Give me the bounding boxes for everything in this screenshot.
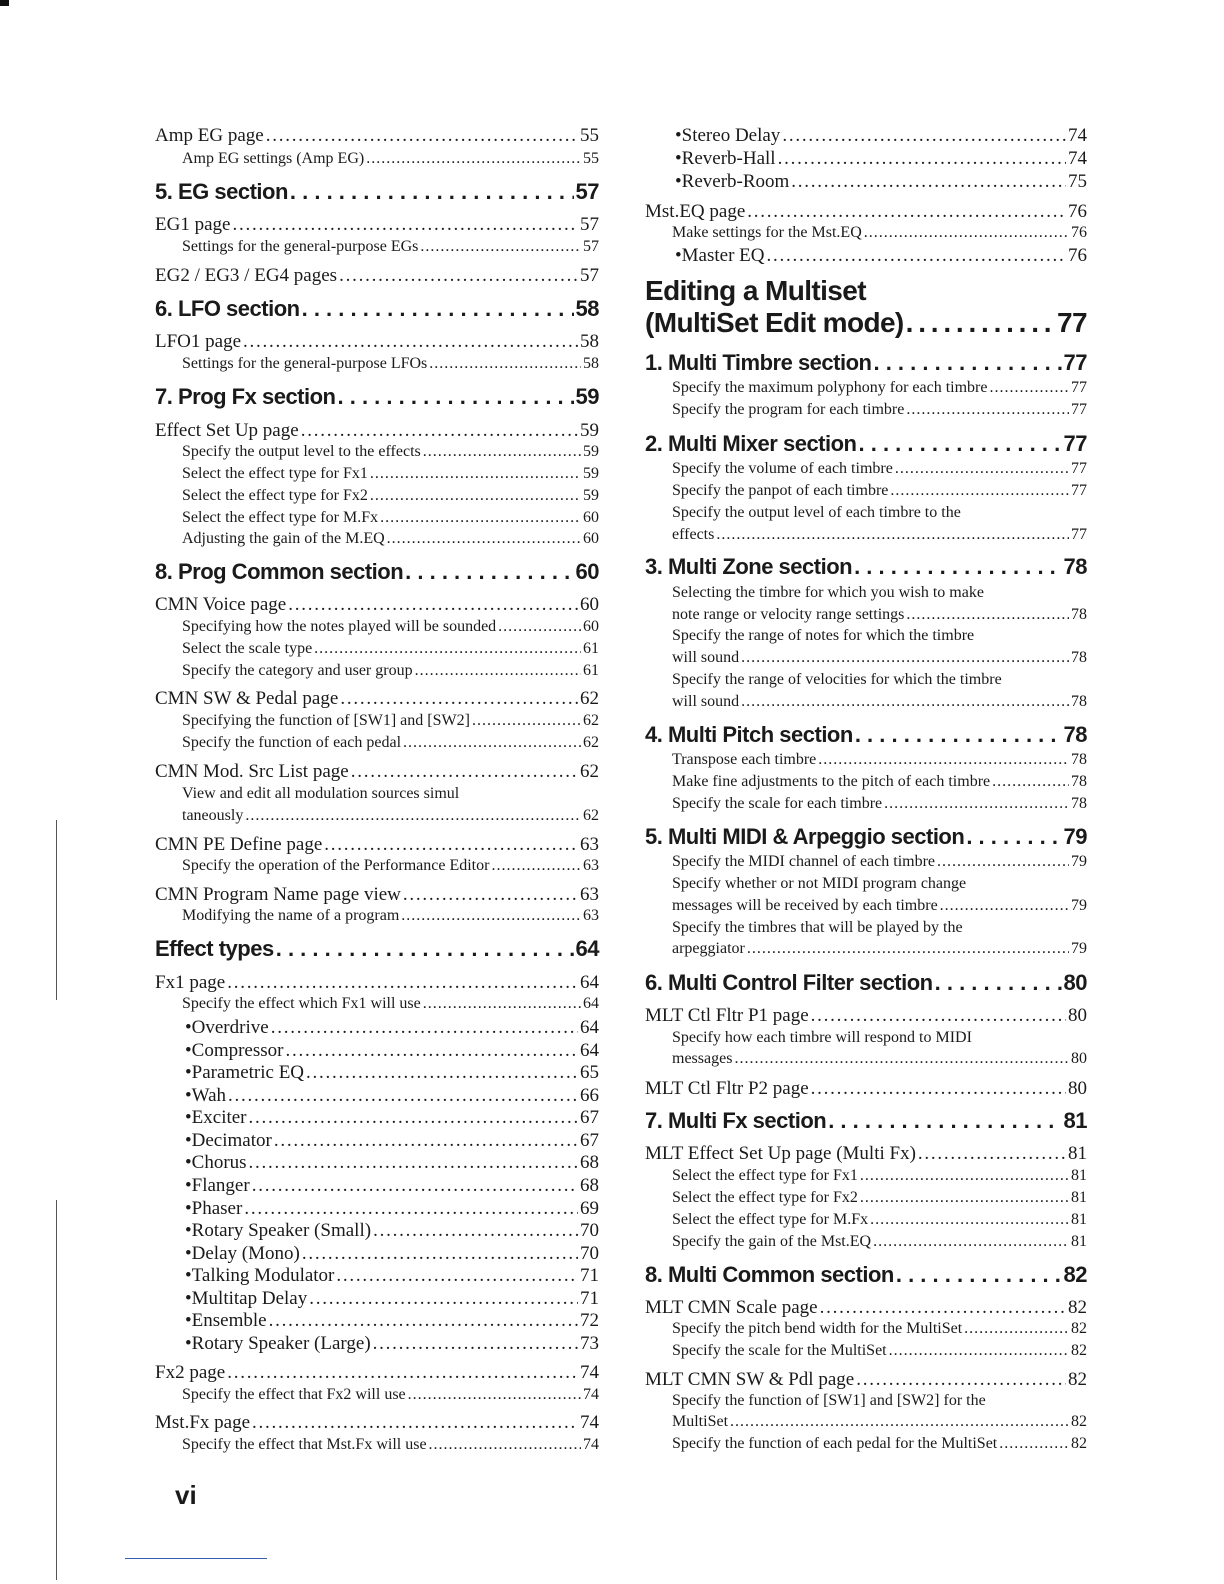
toc-entry: MLT Ctl Fltr P1 page . . . 80: [645, 1006, 1087, 1025]
toc-entry: •Overdrive . . . 64: [155, 1018, 599, 1037]
toc-entry: Specify the maximum polyphony for each timbre . . . 77: [645, 380, 1087, 396]
toc-entry: •Chorus . . . 68: [155, 1153, 599, 1172]
toc-entry: •Flanger . . . 68: [155, 1176, 599, 1195]
toc-entry-text: Specify how each timbre will respond to MIDI: [672, 1029, 972, 1046]
toc-entry: Specify the output level to the effects . . . 59: [155, 444, 599, 460]
scan-margin-line: [56, 1200, 57, 1580]
toc-entry: Adjusting the gain of the M.EQ . . . 60: [155, 531, 599, 547]
footer-rule: [125, 1558, 267, 1559]
toc-entry: CMN PE Define page . . . 63: [155, 835, 599, 854]
toc-entry: Effect Set Up page . . . 59: [155, 421, 599, 440]
toc-entry: Specify the pitch bend width for the MultiSet . . . 82: [645, 1321, 1087, 1337]
toc-entry: Specify the scale for each timbre . . . 78: [645, 796, 1087, 812]
toc-entry-text: Specify whether or not MIDI program change: [672, 875, 967, 892]
toc-entry-text: Specify the output level of each timbre to the: [672, 504, 961, 521]
toc-section-heading: 8. Prog Common section . . . 60: [155, 561, 599, 583]
toc-entry: •Multitap Delay . . . 71: [155, 1289, 599, 1308]
toc-entry: Mst.EQ page . . . 76: [645, 202, 1087, 221]
toc-section-heading: 2. Multi Mixer section . . . 77: [645, 433, 1087, 455]
toc-entry: Select the effect type for M.Fx . . . 81: [645, 1212, 1087, 1228]
toc-entry: Select the effect type for Fx1 . . . 59: [155, 466, 599, 482]
toc-entry-text: Specify the range of notes for which the timbre: [672, 627, 975, 644]
toc-entry: Settings for the general-purpose LFOs . . . 58: [155, 356, 599, 372]
toc-section-heading: 3. Multi Zone section . . . 78: [645, 556, 1087, 578]
toc-entry: CMN Voice page . . . 60: [155, 595, 599, 614]
toc-entry: Select the effect type for Fx2 . . . 59: [155, 488, 599, 504]
toc-entry: Modifying the name of a program . . . 63: [155, 908, 599, 924]
toc-entry: Select the scale type . . . 61: [155, 641, 599, 657]
toc-entry: •Phaser . . . 69: [155, 1199, 599, 1218]
toc-entry: Specifying the function of [SW1] and [SW2] . . . 62: [155, 713, 599, 729]
toc-entry: CMN Program Name page view . . . 63: [155, 885, 599, 904]
toc-entry: Amp EG page . . . 55: [155, 126, 599, 145]
toc-entry: •Delay (Mono) . . . 70: [155, 1244, 599, 1263]
toc-section-heading: 6. LFO section . . . 58: [155, 298, 599, 320]
toc-entry: Specify the function of each pedal for the MultiSet . . . 82: [645, 1436, 1087, 1452]
toc-entry: •Compressor . . . 64: [155, 1041, 599, 1060]
toc-entry-text: Specify the timbres that will be played by the: [672, 919, 963, 936]
toc-entry: •Parametric EQ . . . 65: [155, 1063, 599, 1082]
chapter-title: Editing a Multiset: [645, 275, 866, 306]
toc-entry: MLT CMN Scale page . . . 82: [645, 1298, 1087, 1317]
toc-entry: MLT Ctl Fltr P2 page . . . 80: [645, 1079, 1087, 1098]
toc-entry: •Reverb-Hall . . . 74: [645, 149, 1087, 168]
toc-entry-text: Specify the range of velocities for which the timbre: [672, 671, 1002, 688]
toc-entry: MLT Effect Set Up page (Multi Fx) . . . 81: [645, 1144, 1087, 1163]
toc-entry: •Stereo Delay . . . 74: [645, 126, 1087, 145]
toc-entry: •Ensemble . . . 72: [155, 1311, 599, 1330]
toc-entry: •Decimator . . . 67: [155, 1131, 599, 1150]
toc-entry: Fx2 page . . . 74: [155, 1363, 599, 1382]
toc-entry: Specify the MIDI channel of each timbre . . . 79: [645, 854, 1087, 870]
toc-entry: arpeggiator . . . 79: [645, 941, 1087, 957]
toc-entry: •Talking Modulator . . . 71: [155, 1266, 599, 1285]
toc-entry: CMN Mod. Src List page . . . 62: [155, 762, 599, 781]
toc-entry: EG2 / EG3 / EG4 pages . . . 57: [155, 266, 599, 285]
toc-entry: •Wah . . . 66: [155, 1086, 599, 1105]
toc-section-heading: 7. Multi Fx section . . . 81: [645, 1110, 1087, 1132]
toc-entry: Specify the effect that Fx2 will use . . . 74: [155, 1387, 599, 1403]
toc-entry: Specifying how the notes played will be sounded . . . 60: [155, 619, 599, 635]
toc-entry: MLT CMN SW & Pdl page . . . 82: [645, 1370, 1087, 1389]
toc-entry: Select the effect type for Fx2 . . . 81: [645, 1190, 1087, 1206]
toc-entry: CMN SW & Pedal page . . . 62: [155, 689, 599, 708]
toc-entry-text: View and edit all modulation sources simul: [182, 785, 460, 802]
toc-entry: Specify the effect which Fx1 will use . . . 64: [155, 996, 599, 1012]
toc-section-heading: 8. Multi Common section . . . 82: [645, 1264, 1087, 1286]
toc-entry: note range or velocity range settings . . . 78: [645, 607, 1087, 623]
page-number: vi: [175, 1480, 197, 1510]
toc-entry: MultiSet . . . 82: [645, 1414, 1087, 1430]
toc-entry-text: Selecting the timbre for which you wish to make: [672, 584, 984, 601]
toc-entry: Fx1 page . . . 64: [155, 973, 599, 992]
toc-entry: messages will be received by each timbre . . . 79: [645, 898, 1087, 914]
toc-entry: Mst.Fx page . . . 74: [155, 1413, 599, 1432]
toc-section-heading: 7. Prog Fx section . . . 59: [155, 386, 599, 408]
toc-entry: taneously . . . 62: [155, 808, 599, 824]
toc-entry: Make fine adjustments to the pitch of each timbre . . . 78: [645, 774, 1087, 790]
chapter-title-entry: (MultiSet Edit mode) . . . 77: [645, 309, 1087, 337]
toc-entry: Specify the category and user group . . . 61: [155, 663, 599, 679]
toc-section-heading: 6. Multi Control Filter section . . . 80: [645, 972, 1087, 994]
toc-entry: will sound . . . 78: [645, 650, 1087, 666]
toc-entry: Transpose each timbre . . . 78: [645, 752, 1087, 768]
toc-entry: Specify the scale for the MultiSet . . . 82: [645, 1343, 1087, 1359]
scan-corner-mark: [0, 0, 9, 6]
toc-section-heading: Effect types . . . 64: [155, 938, 599, 960]
toc-section-heading: 5. Multi MIDI & Arpeggio section . . . 79: [645, 826, 1087, 848]
toc-entry: •Master EQ . . . 76: [645, 246, 1087, 265]
toc-entry: Specify the program for each timbre . . . 77: [645, 402, 1087, 418]
toc-entry: Specify the function of each pedal . . . 62: [155, 735, 599, 751]
toc-entry: Specify the operation of the Performance Editor . . . 63: [155, 858, 599, 874]
toc-entry: effects . . . 77: [645, 527, 1087, 543]
toc-entry: messages . . . 80: [645, 1051, 1087, 1067]
toc-section-heading: 5. EG section . . . 57: [155, 181, 599, 203]
toc-entry: Select the effect type for Fx1 . . . 81: [645, 1168, 1087, 1184]
scan-margin-line: [56, 820, 57, 1000]
toc-entry: LFO1 page . . . 58: [155, 332, 599, 351]
toc-entry: Select the effect type for M.Fx . . . 60: [155, 510, 599, 526]
toc-entry: will sound . . . 78: [645, 694, 1087, 710]
toc-section-heading: 1. Multi Timbre section . . . 77: [645, 352, 1087, 374]
toc-entry: •Rotary Speaker (Small) . . . 70: [155, 1221, 599, 1240]
toc-entry: •Reverb-Room . . . 75: [645, 172, 1087, 191]
toc-entry: Specify the gain of the Mst.EQ . . . 81: [645, 1234, 1087, 1250]
toc-entry: Make settings for the Mst.EQ . . . 76: [645, 225, 1087, 241]
toc-entry: Specify the volume of each timbre . . . 77: [645, 461, 1087, 477]
toc-entry: Amp EG settings (Amp EG) . . . 55: [155, 151, 599, 167]
toc-entry: Specify the panpot of each timbre . . . 77: [645, 483, 1087, 499]
toc-section-heading: 4. Multi Pitch section . . . 78: [645, 724, 1087, 746]
toc-entry: Specify the effect that Mst.Fx will use . . . 74: [155, 1437, 599, 1453]
toc-entry: EG1 page . . . 57: [155, 215, 599, 234]
toc-entry: •Exciter . . . 67: [155, 1108, 599, 1127]
toc-entry: •Rotary Speaker (Large) . . . 73: [155, 1334, 599, 1353]
toc-entry-text: Specify the function of [SW1] and [SW2] for the: [672, 1392, 986, 1409]
toc-entry: Settings for the general-purpose EGs . . . 57: [155, 239, 599, 255]
